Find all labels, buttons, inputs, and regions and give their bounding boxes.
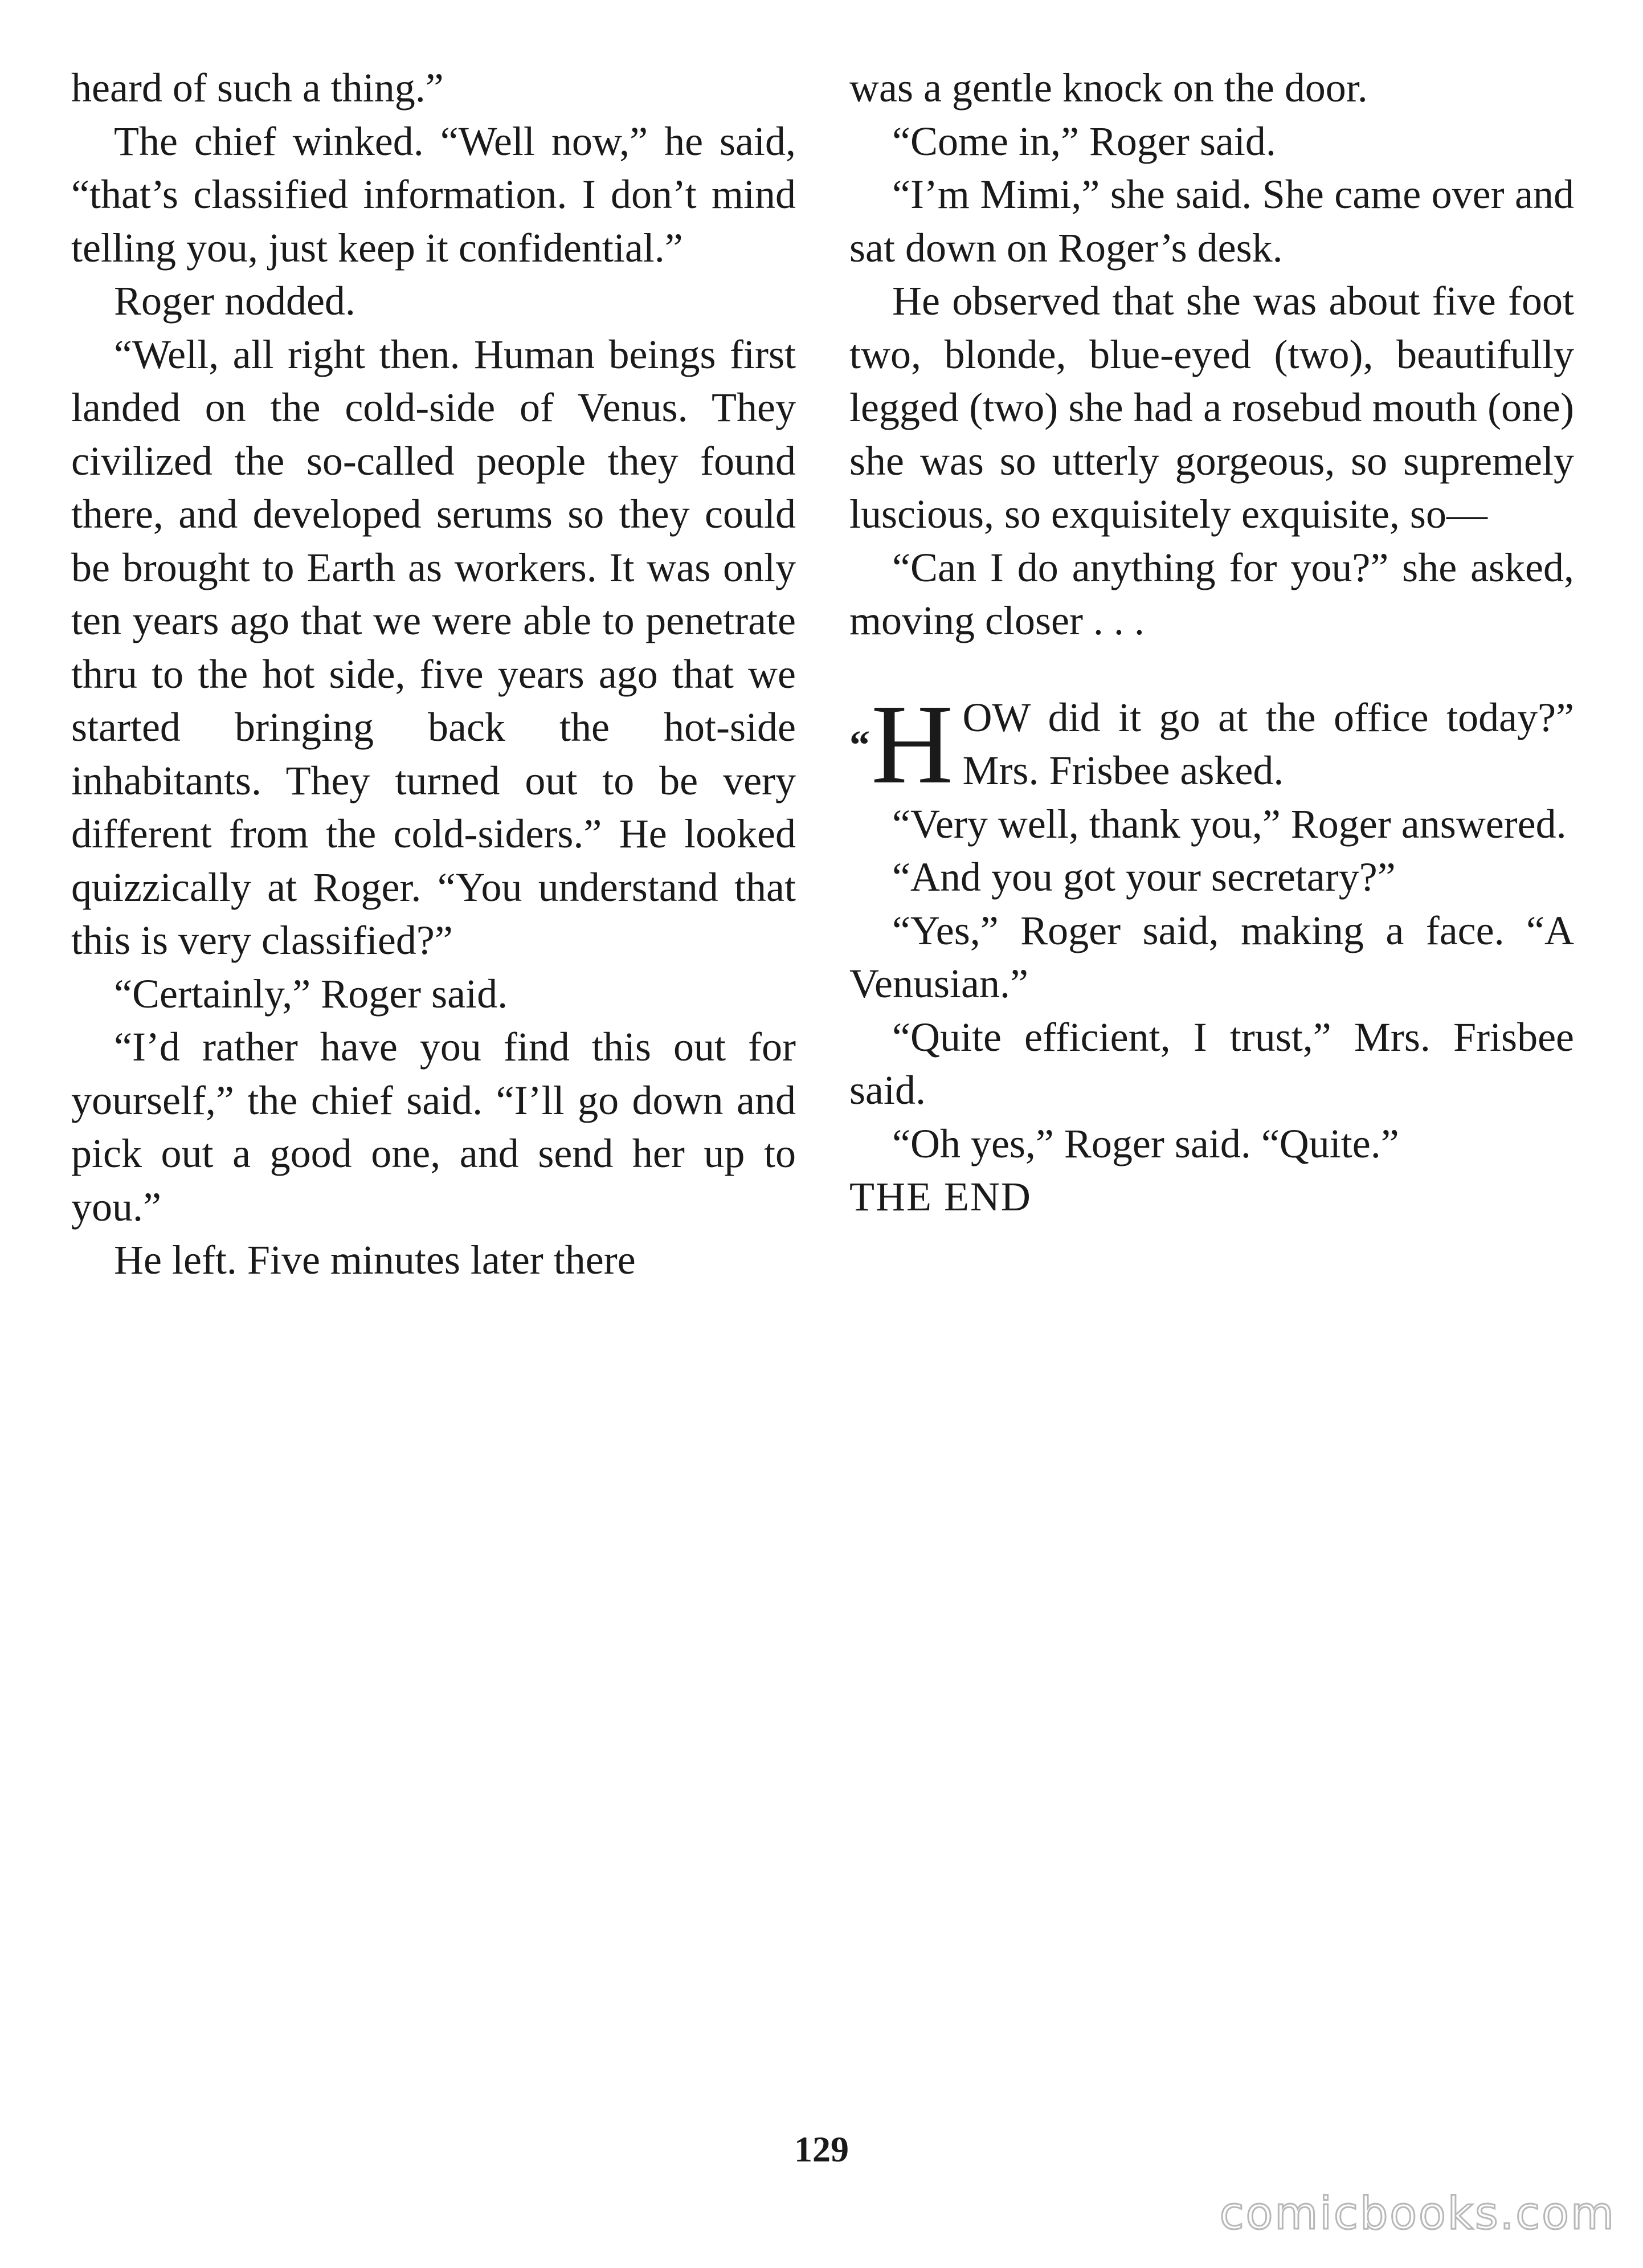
dropcap-open-quote: “: [849, 721, 870, 768]
watermark: comicbooks.com: [1219, 2188, 1616, 2240]
dropcap-rest: OW did it go at the office today?” Mrs. Frisbee asked.: [962, 694, 1574, 793]
section-break: [849, 648, 1574, 691]
paragraph: “Can I do anything for you?” she asked, moving closer . . .: [849, 544, 1574, 643]
paragraph: “Very well, thank you,” Roger answered.: [892, 801, 1567, 847]
paragraph: “Certainly,” Roger said.: [114, 970, 508, 1017]
paragraph: “Come in,” Roger said.: [892, 118, 1276, 164]
left-column: [71, 62, 796, 1287]
paragraph: heard of such a thing.”: [71, 65, 444, 111]
dropcap-letter: H: [871, 681, 954, 807]
paragraph: “Oh yes,” Roger said. “Quite.”: [892, 1120, 1399, 1166]
paragraph: He left. Five minutes later there: [114, 1237, 636, 1283]
page-number: 129: [794, 2129, 849, 2169]
the-end-label: THE END: [849, 1174, 1032, 1219]
paragraph: “I’d rather have you find this out for yourself,” the chief said. “I’ll go down and pick out a good one, and send her up to you.”: [71, 1024, 796, 1230]
paragraph: “Well, all right then. Human beings first landed on the cold-side of Venus. They civilized the so-called people they found there, and developed serums so they could be brought to Earth as workers. It was only ten years ago that we were able to penetrate thru to the hot side, five years ago that we started bringing back the hot-side inhabitants. They turned out to be very different from the cold-siders.” He looked quizzically at Roger. “You understand that this is very classified?”: [71, 331, 796, 963]
right-column: [849, 62, 1574, 1224]
paragraph: The chief winked. “Well now,” he said, “that’s classified information. I don’t mind telling you, just keep it confidential.”: [71, 118, 796, 271]
paragraph: was a gentle knock on the door.: [849, 65, 1368, 111]
dropcap-letter-block: [849, 681, 954, 807]
paragraph: “And you got your secretary?”: [892, 854, 1396, 900]
paragraph: He observed that she was about five foot two, blonde, blue-eyed (two), beautifully legged (two) she had a rosebud mouth (one) she was so utterly gorgeous, so supremely luscious, so exquisitely exquisite, so—: [849, 278, 1574, 537]
paragraph: “I’m Mimi,” she said. She came over and sat down on Roger’s desk.: [849, 172, 1574, 271]
paragraph: “Quite efficient, I trust,” Mrs. Frisbee said.: [849, 1014, 1574, 1113]
paragraph: “Yes,” Roger said, making a face. “A Venusian.”: [849, 907, 1574, 1006]
dropcap-paragraph: [849, 681, 1574, 807]
paragraph: Roger nodded.: [114, 278, 355, 324]
